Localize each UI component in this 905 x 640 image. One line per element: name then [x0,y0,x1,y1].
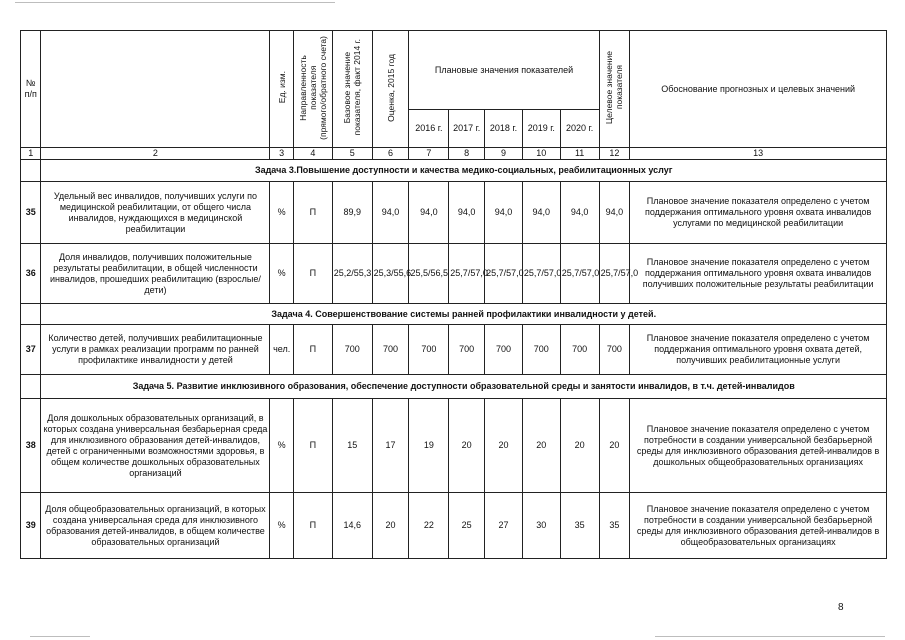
header-planned: Плановые значения показателей [409,31,599,110]
column-number: 13 [630,148,887,160]
header-year: 2017 г. [449,110,485,148]
year-value: 94,0 [409,182,449,244]
base-value: 25,2/55,3 [332,244,372,304]
year-value: 20 [522,399,560,493]
indicator-name: Доля инвалидов, получивших положительные результаты реабилитации, в общей численности инвалидов, прошедших реабилитацию (взрослые/дети) [41,244,270,304]
task-5-title: Задача 5. Развитие инклюзивного образования, обеспечение доступности образовательной среды и занятости инвалидов, в т.ч. детей-инвалидов [41,375,887,399]
year-value: 35 [560,493,599,559]
indicator-name: Удельный вес инвалидов, получивших услуги по медицинской реабилитации, от общего числа инвалидов, нуждающихся в медицинской реабилитации [41,182,270,244]
page-number: 8 [838,602,844,613]
column-number: 2 [41,148,270,160]
task-spacer [21,160,41,182]
indicators-table [20,30,887,559]
unit-cell: чел. [270,325,294,375]
column-number: 9 [485,148,523,160]
unit-cell: % [270,244,294,304]
year-value: 25,5/56,5 [409,244,449,304]
base-value: 700 [332,325,372,375]
year-value: 22 [409,493,449,559]
year-value: 94,0 [485,182,523,244]
header-direction: Направленность показателя (прямого/обратного счета) [293,31,332,148]
table-row [21,493,887,559]
indicator-name: Доля общеобразовательных организаций, в которых создана универсальная среда для инклюзивного образования детей-инвалидов, в общем количестве образовательных организаций [41,493,270,559]
header-basis: Обоснование прогнозных и целевых значений [630,31,887,148]
column-numbers-row [21,148,887,160]
column-number: 11 [560,148,599,160]
column-number: 7 [409,148,449,160]
column-number: 10 [522,148,560,160]
column-number: 12 [599,148,630,160]
unit-cell: % [270,399,294,493]
year-value: 700 [560,325,599,375]
task-row [21,304,887,325]
column-number: 8 [449,148,485,160]
task-spacer [21,375,41,399]
year-value: 94,0 [449,182,485,244]
unit-cell: % [270,493,294,559]
indicator-name: Количество детей, получивших реабилитационные услуги в рамках реализации программ по ранней профилактике инвалидности у детей [41,325,270,375]
target-value: 25,7/57,0 [599,244,630,304]
target-value: 700 [599,325,630,375]
table-row [21,182,887,244]
year-value: 94,0 [560,182,599,244]
row-number: 38 [21,399,41,493]
task-row [21,160,887,182]
direction-cell: П [293,244,332,304]
row-number: 36 [21,244,41,304]
task-row [21,375,887,399]
indicator-name: Доля дошкольных образовательных организаций, в которых создана универсальная безбарьерная среда для инклюзивного образования детей-инвалидов, детей с ограниченными возможностями здоровья, в общем количестве дошкольных образовательных организаций [41,399,270,493]
direction-cell: П [293,182,332,244]
year-value: 30 [522,493,560,559]
year-value: 700 [485,325,523,375]
header-number: № п/п [21,31,41,148]
estimate-value: 20 [372,493,409,559]
header-row-1 [21,31,887,110]
header-estimate: Оценка, 2015 год [372,31,409,148]
column-number: 6 [372,148,409,160]
row-number: 37 [21,325,41,375]
year-value: 19 [409,399,449,493]
header-year: 2020 г. [560,110,599,148]
base-value: 15 [332,399,372,493]
task-3-title: Задача 3.Повышение доступности и качества медико-социальных, реабилитационных услуг [41,160,887,182]
task-spacer [21,304,41,325]
year-value: 25 [449,493,485,559]
row-number: 35 [21,182,41,244]
year-value: 20 [449,399,485,493]
header-year: 2019 г. [522,110,560,148]
year-value: 94,0 [522,182,560,244]
row-number: 39 [21,493,41,559]
unit-cell: % [270,182,294,244]
direction-cell: П [293,493,332,559]
year-value: 25,7/57,0 [449,244,485,304]
basis-text: Плановое значение показателя определено с учетом поддержания оптимального уровня охвата детей, получивших реабилитационные услуги [630,325,887,375]
basis-text: Плановое значение показателя определено с учетом поддержания оптимального уровня охвата инвалидов услугами по медицинской реабилитации [630,182,887,244]
header-base: Базовое значение показателя, факт 2014 г. [332,31,372,148]
base-value: 14,6 [332,493,372,559]
base-value: 89,9 [332,182,372,244]
basis-text: Плановое значение показателя определено с учетом потребности в создании универсальной безбарьерной среды для инклюзивного образования детей-инвалидов в общеобразовательных организациях [630,493,887,559]
header-year: 2016 г. [409,110,449,148]
target-value: 94,0 [599,182,630,244]
year-value: 25,7/57,0 [522,244,560,304]
estimate-value: 700 [372,325,409,375]
scan-bottom-line-right [655,636,885,637]
scan-bottom-line-left [30,636,90,637]
year-value: 700 [522,325,560,375]
table-row [21,244,887,304]
header-indicator [41,31,270,148]
target-value: 20 [599,399,630,493]
year-value: 700 [449,325,485,375]
basis-text: Плановое значение показателя определено с учетом потребности в создании универсальной безбарьерной среды для инклюзивного образования детей-инвалидов в дошкольных общеобразовательных организациях [630,399,887,493]
year-value: 27 [485,493,523,559]
estimate-value: 94,0 [372,182,409,244]
direction-cell: П [293,399,332,493]
year-value: 700 [409,325,449,375]
year-value: 20 [560,399,599,493]
year-value: 20 [485,399,523,493]
basis-text: Плановое значение показателя определено с учетом поддержания оптимального уровня охвата инвалидов получивших положительные результаты реабилитации [630,244,887,304]
estimate-value: 17 [372,399,409,493]
header-year: 2018 г. [485,110,523,148]
column-number: 1 [21,148,41,160]
header-target: Целевое значение показателя [599,31,630,148]
column-number: 3 [270,148,294,160]
table-row [21,399,887,493]
scan-top-line [15,2,335,3]
target-value: 35 [599,493,630,559]
column-number: 4 [293,148,332,160]
task-4-title: Задача 4. Совершенствование системы ранней профилактики инвалидности у детей. [41,304,887,325]
header-unit: Ед. изм. [270,31,294,148]
year-value: 25,7/57,0 [560,244,599,304]
column-number: 5 [332,148,372,160]
year-value: 25,7/57,0 [485,244,523,304]
estimate-value: 25,3/55,6 [372,244,409,304]
table-row [21,325,887,375]
direction-cell: П [293,325,332,375]
